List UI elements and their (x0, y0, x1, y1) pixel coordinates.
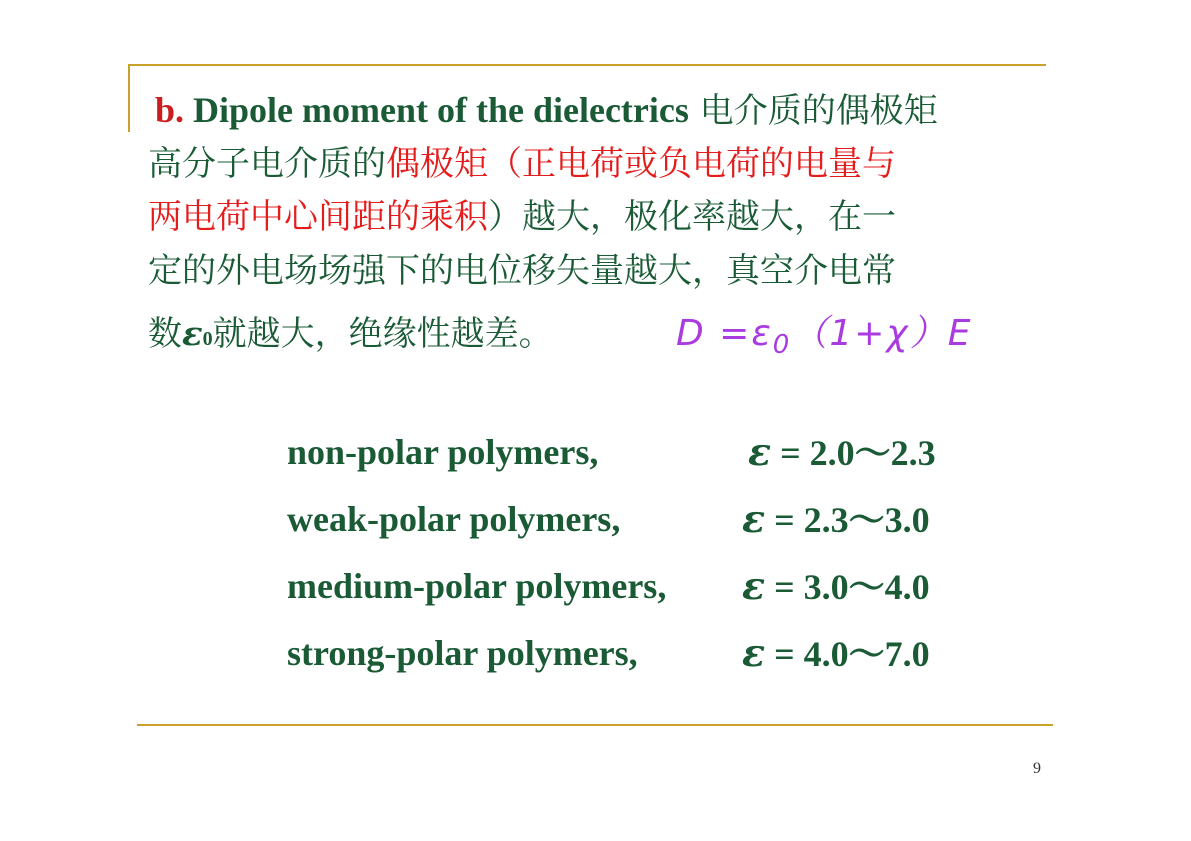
polymer-value-nonpolar (748, 430, 936, 475)
slide-title (155, 88, 938, 133)
formula-subscript: 0 (772, 330, 792, 360)
para-highlight: 两电荷中心间距的乘积 (148, 197, 488, 237)
bottom-rule (137, 724, 1053, 726)
para-text: ）越大，极化率越大，在一 (488, 197, 896, 237)
paragraph-line-5 (148, 312, 553, 361)
polymer-label-nonpolar: non-polar polymers, (287, 432, 599, 472)
displacement-formula (676, 312, 972, 359)
polymer-value-strongpolar (742, 631, 930, 676)
epsilon-subscript: 0 (202, 328, 213, 350)
paragraph-line-4 (148, 249, 896, 293)
para-text: 定的外电场场强下的电位移矢量越大，真空介电常 (148, 251, 896, 291)
para-highlight: 偶极矩（正电荷或负电荷的电量与 (386, 144, 896, 184)
epsilon-symbol: ε (742, 496, 766, 541)
para-text: 高分子电介质的 (148, 144, 386, 184)
title-chinese: 电介质的偶极矩 (688, 91, 938, 131)
permittivity-range: = 2.0～2.3 (771, 433, 936, 473)
epsilon-symbol: ε (742, 630, 766, 675)
epsilon-symbol: ε (748, 429, 772, 474)
top-rule (128, 64, 1046, 66)
polymer-label-mediumpolar: medium-polar polymers, (287, 566, 667, 606)
title-english: Dipole moment of the dielectrics (184, 90, 689, 130)
para-text: 数 (148, 314, 182, 354)
permittivity-range: = 4.0～7.0 (765, 634, 930, 674)
polymer-value-weakpolar (742, 497, 930, 542)
permittivity-range: = 2.3～3.0 (765, 500, 930, 540)
title-prefix: b. (155, 90, 185, 130)
para-text: 就越大，绝缘性越差。 (212, 314, 553, 354)
paragraph-line-3 (148, 195, 896, 239)
page-number: 9 (1033, 760, 1041, 777)
polymer-label-weakpolar: weak-polar polymers, (287, 499, 621, 539)
left-rule (128, 64, 130, 132)
paragraph-line-2 (148, 142, 896, 186)
polymer-value-mediumpolar (742, 564, 930, 609)
permittivity-range: = 3.0～4.0 (765, 567, 930, 607)
epsilon-symbol: ε (742, 563, 766, 608)
formula-part-a: D =ε (676, 313, 773, 354)
polymer-label-strongpolar: strong-polar polymers, (287, 633, 638, 673)
formula-part-b: （1+χ）E (791, 313, 973, 354)
epsilon-symbol: ε (182, 314, 203, 354)
